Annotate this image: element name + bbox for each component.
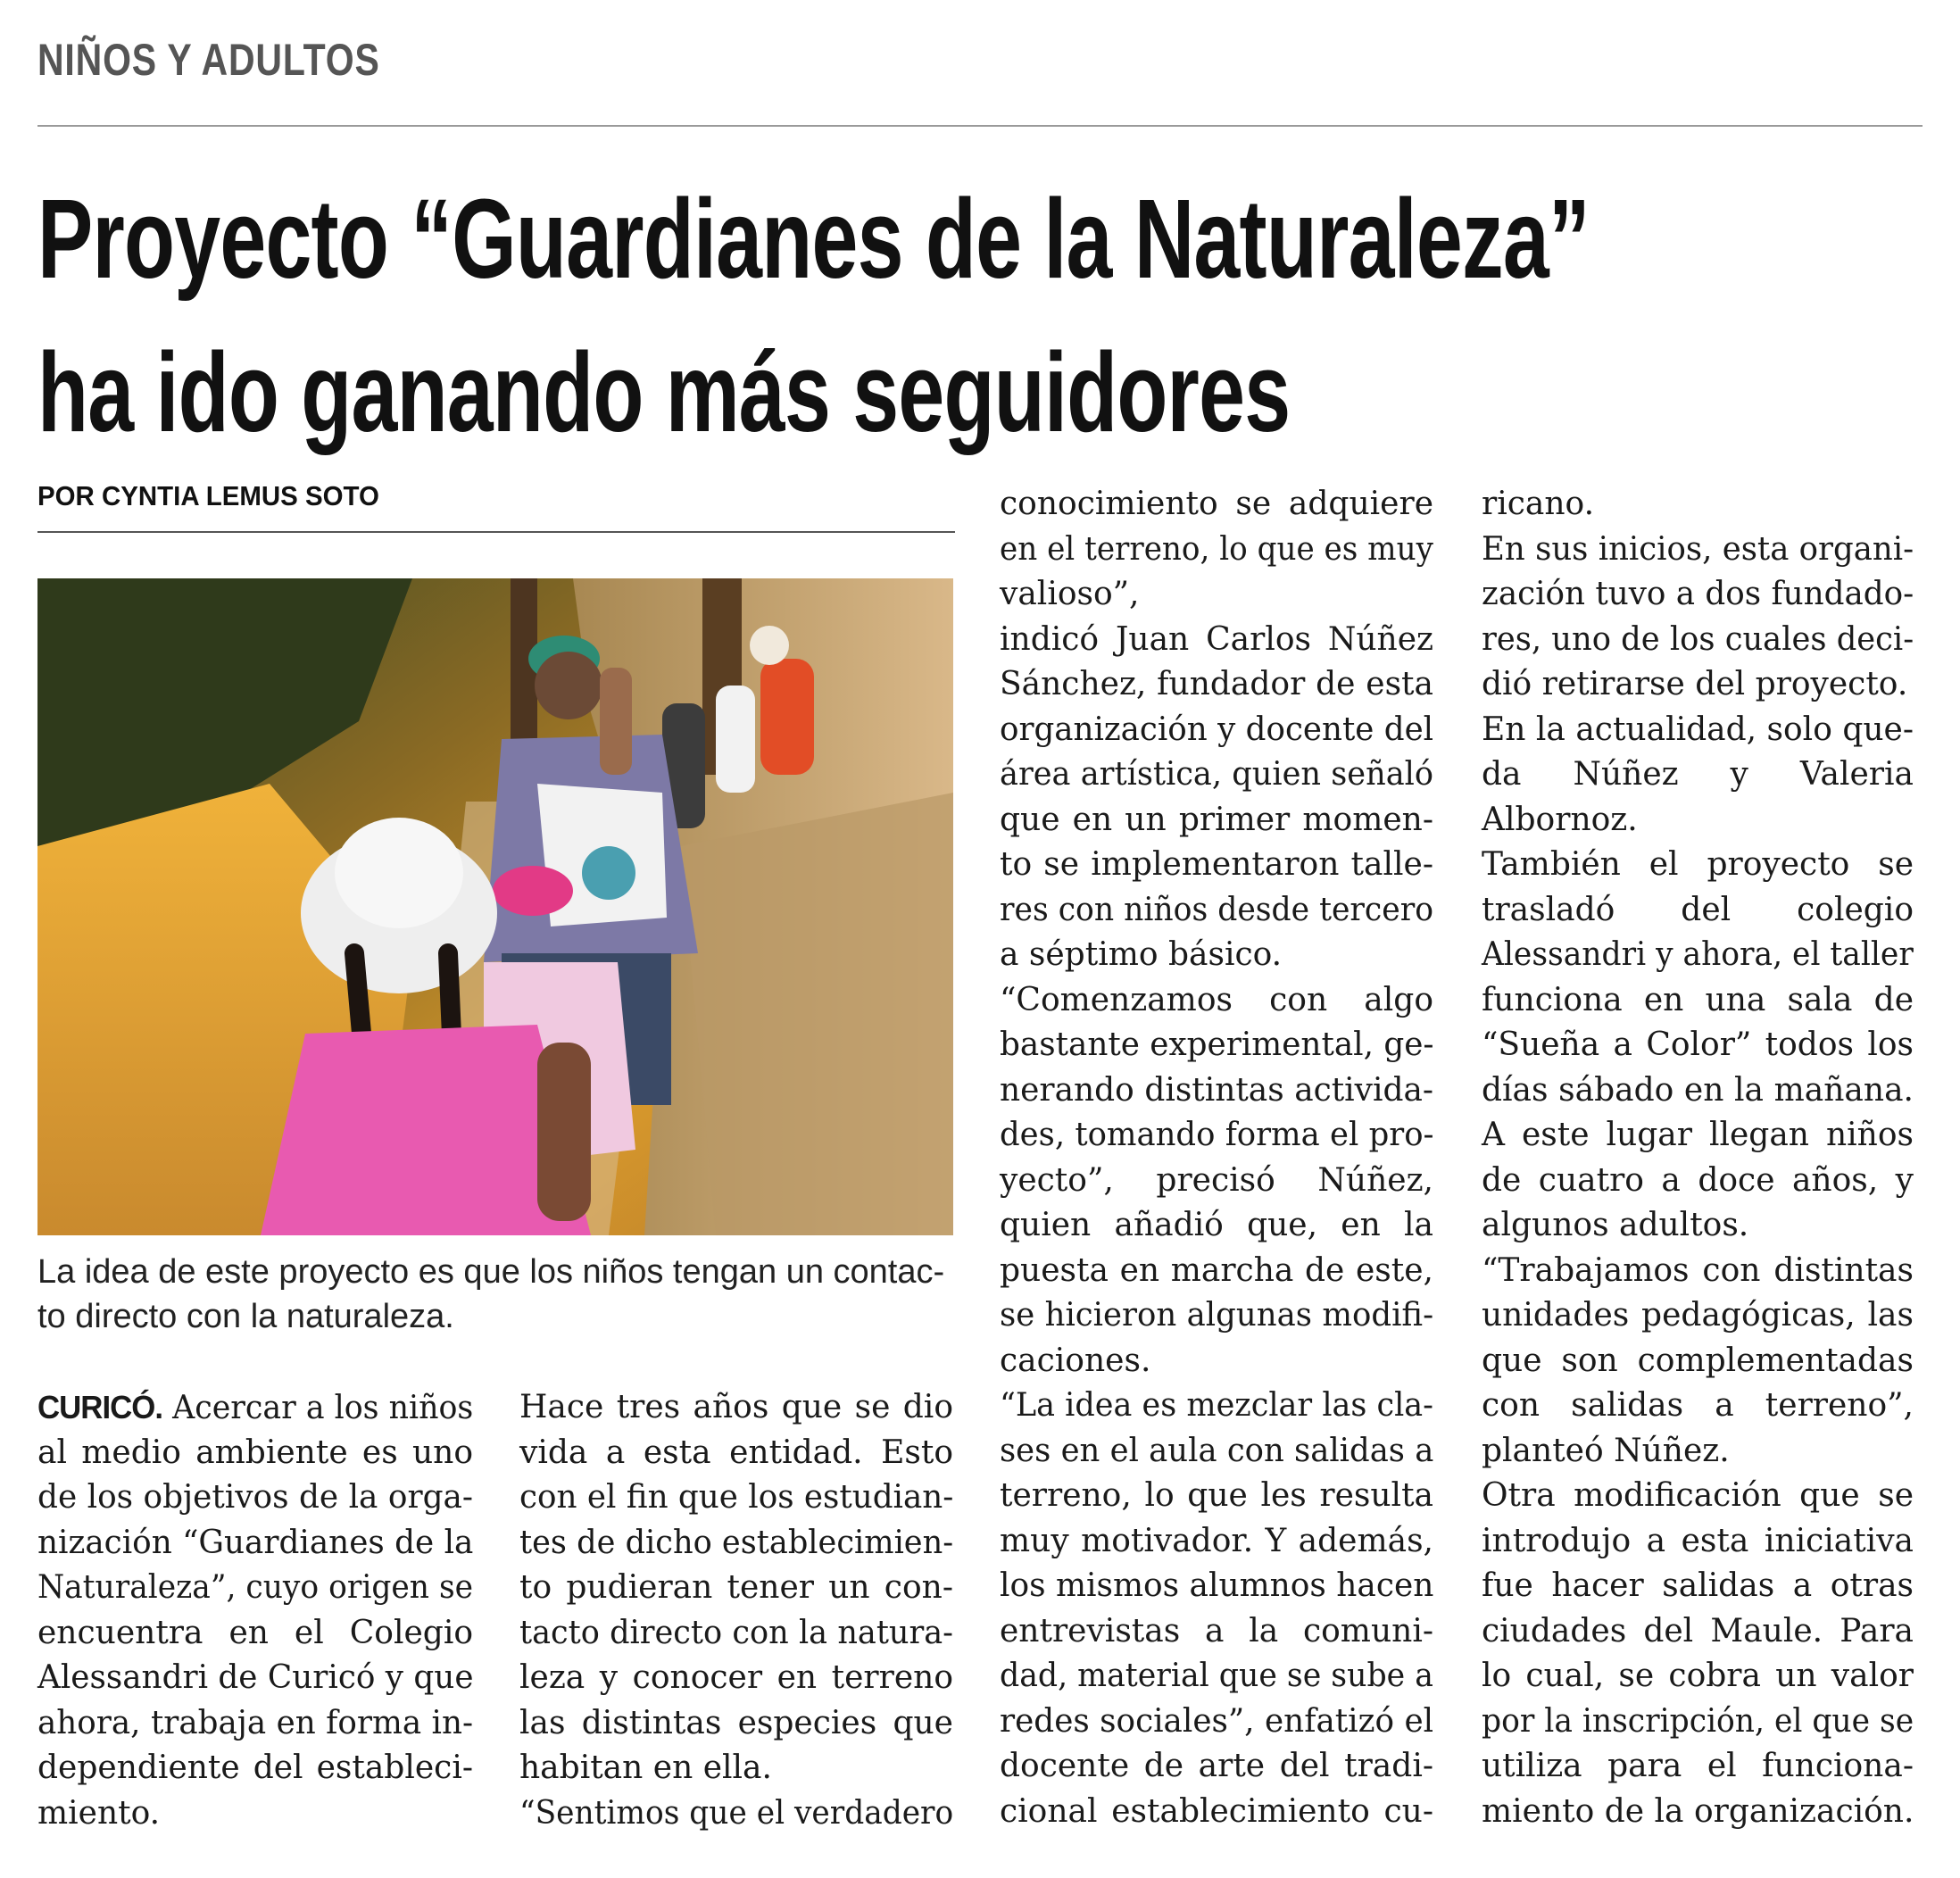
article-text-line: área artística, quien señaló [1000, 756, 1434, 793]
photo-caption [37, 1250, 953, 1339]
article-text-line: ciudades del Maule. Para [1482, 1612, 1914, 1649]
article-text-line: organización y docente del [1000, 710, 1434, 748]
article-text-line: al medio ambiente es uno [37, 1433, 473, 1471]
article-text-line: funciona en una sala de [1482, 981, 1914, 1018]
article-text-line: de cuatro a doce años, y [1482, 1161, 1914, 1199]
article-text-line: conocimiento se adquiere [1000, 486, 1433, 522]
article-text-fragment: Acercar a los niños [172, 1390, 474, 1426]
headline [37, 162, 1821, 470]
article-text-line: zación tuvo a dos fundado- [1482, 576, 1914, 612]
article-text-line: cional establecimiento cu- [1000, 1792, 1433, 1830]
article-text-line: caciones. [1000, 1342, 1151, 1379]
dateline: CURICÓ. [37, 1389, 163, 1425]
article-text-line: des, tomando forma el pro- [1000, 1117, 1434, 1153]
caption-line-2: to directo con la naturaleza. [37, 1298, 454, 1335]
article-text-line: yecto”, precisó Núñez, [1000, 1161, 1433, 1199]
article-text-line: quien añadió que, en la [1000, 1207, 1433, 1243]
article-column-1 [37, 1385, 473, 1836]
article-text-line: En sus inicios, esta organi- [1482, 530, 1914, 568]
article-text-line: puesta en marcha de este, [1000, 1251, 1433, 1289]
article-text-line: trasladó del colegio [1482, 891, 1914, 928]
article-text-line: da Núñez y Valeria [1482, 756, 1914, 793]
article-text-line: algunos adultos. [1482, 1207, 1749, 1243]
article-text-line: bastante experimental, ge- [1000, 1026, 1434, 1063]
article-text-line: “Trabajamos con distintas [1482, 1251, 1914, 1289]
hikers-on-trail-image [37, 578, 953, 1235]
article-text-line: indicó Juan Carlos Núñez [1000, 620, 1433, 658]
article-text-line: to se implementaron talle- [1000, 846, 1433, 883]
article-text-line: También el proyecto se [1482, 846, 1914, 883]
article-photo [37, 578, 953, 1235]
article-text-line: dió retirarse del proyecto. [1482, 666, 1908, 702]
article-text-line: ses en el aula con salidas a [1000, 1432, 1434, 1469]
article-text-line: de los objetivos de la orga- [37, 1479, 474, 1516]
article-text-line: utiliza para el funciona- [1482, 1748, 1914, 1784]
article-text-line: tacto directo con la natura- [519, 1614, 954, 1651]
article-text-line: miento de la organización. [1482, 1792, 1914, 1830]
article-text-line: con salidas a terreno”, [1482, 1387, 1914, 1424]
article-text-line: encuentra en el Colegio [37, 1614, 473, 1651]
article-text-line: Alessandri y ahora, el taller [1482, 936, 1914, 973]
article-text-line: muy motivador. Y además, [1000, 1522, 1433, 1559]
article-text-line: unidades pedagógicas, las [1482, 1297, 1914, 1334]
article-text-line: con el fin que los estudian- [519, 1479, 954, 1516]
article-text-line: fue hacer salidas a otras [1482, 1567, 1914, 1604]
article-column-2 [519, 1385, 953, 1836]
article-text-line: ricano. [1482, 486, 1595, 522]
article-text-line: por la inscripción, el que se [1482, 1702, 1914, 1740]
article-text-line: docente de arte del tradi- [1000, 1748, 1433, 1784]
article-text-line: entrevistas a la comuni- [1000, 1612, 1433, 1649]
byline-divider [37, 531, 955, 533]
article-text-line: lo cual, se cobra un valor [1482, 1658, 1914, 1694]
article-text-line: dependiente del estableci- [37, 1749, 473, 1786]
article-text-line: leza y conocer en terreno [519, 1659, 953, 1696]
article-text-line [37, 1385, 473, 1431]
article-text-line: terreno, lo que les resulta [1000, 1477, 1433, 1514]
article-text-line: A este lugar llegan niños [1482, 1117, 1914, 1153]
article-text-line: “Comenzamos con algo [1000, 981, 1433, 1018]
caption-line-1: La idea de este proyecto es que los niños tengan un contac- [37, 1253, 945, 1291]
article-text-line: planteó Núñez. [1482, 1432, 1730, 1469]
headline-line-1: Proyecto “Guardianes de la Naturaleza” [37, 176, 1590, 302]
article-text-line: En la actualidad, solo que- [1482, 710, 1914, 748]
section-label: NIÑOS Y ADULTOS [37, 35, 380, 85]
article-text-line: miento. [37, 1794, 161, 1832]
article-text-line: las distintas especies que [519, 1704, 953, 1741]
article-text-line: valioso”, [1000, 576, 1140, 612]
top-divider [37, 125, 1923, 127]
article-text-line: Sánchez, fundador de esta [1000, 666, 1433, 702]
article-text-line: tes de dicho establecimien- [519, 1524, 954, 1561]
article-text-line: introdujo a esta iniciativa [1482, 1522, 1914, 1559]
article-text-line: dad, material que se sube a [1000, 1658, 1433, 1694]
article-column-4 [1482, 482, 1914, 1834]
article-text-line: habitan en ella. [519, 1749, 772, 1786]
article-text-line: nización “Guardianes de la [37, 1524, 474, 1561]
article-text-line: Alessandri de Curicó y que [37, 1659, 474, 1696]
headline-line-2: ha ido ganando más seguidores [37, 329, 1291, 455]
article-text-line: Albornoz. [1482, 801, 1638, 838]
article-text-line: Naturaleza”, cuyo origen se [37, 1569, 474, 1606]
article-text-line: Hace tres años que se dio [519, 1389, 953, 1425]
article-text-line: se hicieron algunas modifi- [1000, 1297, 1434, 1334]
article-text-line: en el terreno, lo que es muy [1000, 530, 1433, 568]
article-text-line: to pudieran tener un con- [519, 1569, 953, 1606]
article-text-line: los mismos alumnos hacen [1000, 1567, 1434, 1604]
article-text-line: que en un primer momen- [1000, 801, 1433, 838]
article-text-line: días sábado en la mañana. [1482, 1071, 1914, 1109]
article-text-line: “Sueña a Color” todos los [1482, 1026, 1914, 1063]
article-column-3 [1000, 482, 1433, 1834]
article-text-line: redes sociales”, enfatizó el [1000, 1702, 1434, 1740]
article-text-line: res, uno de los cuales deci- [1482, 620, 1914, 658]
byline: POR CYNTIA LEMUS SOTO [37, 480, 379, 511]
article-text-line: vida a esta entidad. Esto [519, 1433, 953, 1471]
article-text-line: nerando distintas activida- [1000, 1071, 1434, 1109]
article-text-line: a séptimo básico. [1000, 936, 1283, 973]
article-text-line: ahora, trabaja en forma in- [37, 1704, 474, 1741]
article-text-line: res con niños desde tercero [1000, 891, 1434, 928]
article-text-line: Otra modificación que se [1482, 1477, 1914, 1514]
article-text-line: “La idea es mezclar las cla- [1000, 1387, 1433, 1424]
article-text-line: “Sentimos que el verdadero [519, 1794, 954, 1832]
article-text-line: que son complementadas [1482, 1342, 1914, 1379]
